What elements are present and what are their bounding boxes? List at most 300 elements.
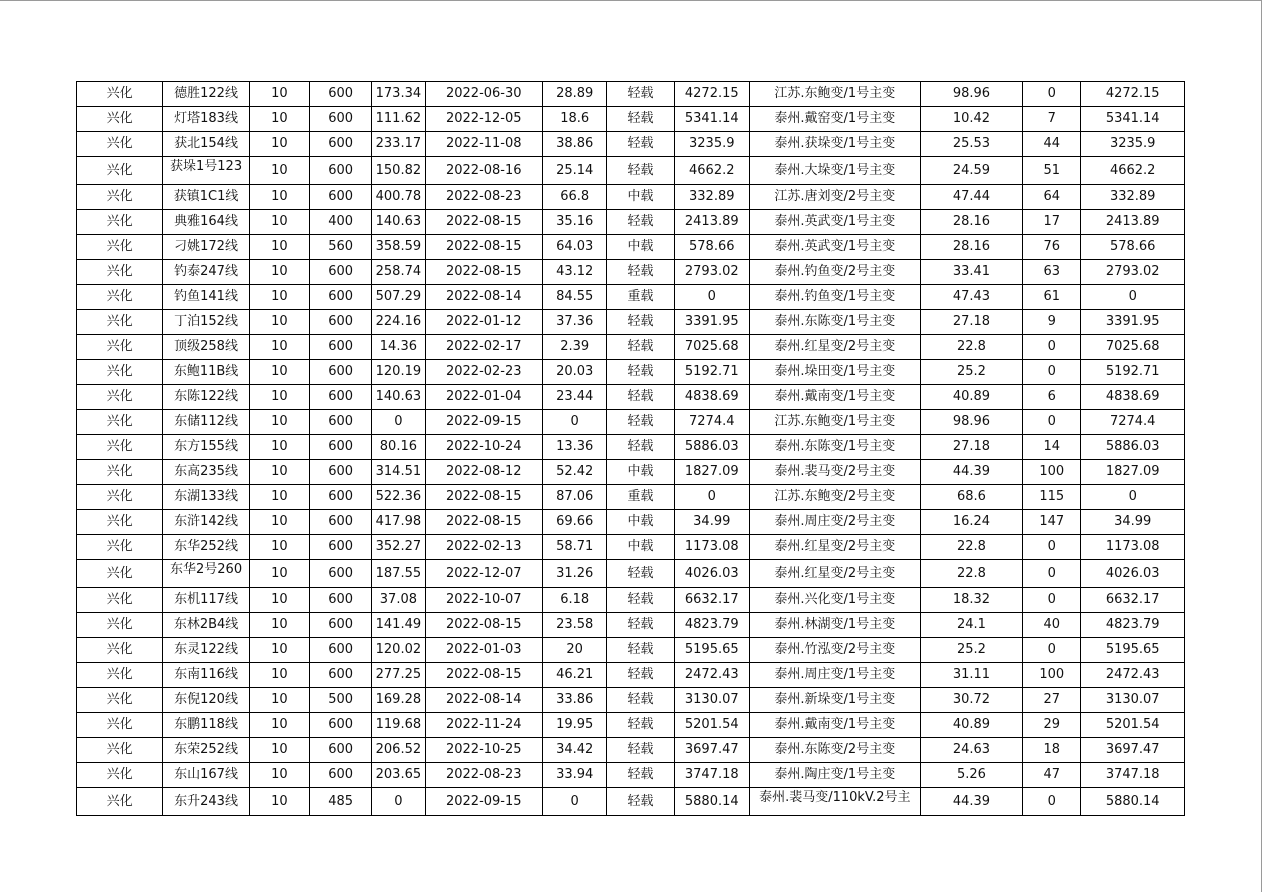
table-cell: 泰州.东陈变/1号主变	[749, 435, 920, 460]
table-cell: 10	[249, 360, 309, 385]
table-cell: 泰州.钓鱼变/1号主变	[749, 285, 920, 310]
table-cell: 600	[310, 535, 372, 560]
table-cell: 5880.14	[1081, 788, 1185, 816]
table-cell: 150.82	[372, 157, 425, 185]
table-cell: 泰州.东陈变/1号主变	[749, 310, 920, 335]
table-cell: 轻载	[607, 435, 674, 460]
table-cell: 0	[674, 485, 749, 510]
table-cell: 600	[310, 310, 372, 335]
table-cell: 173.34	[372, 82, 425, 107]
table-cell: 德胜122线	[163, 82, 249, 107]
table-cell: 22.8	[920, 535, 1022, 560]
table-cell: 7274.4	[674, 410, 749, 435]
table-row	[77, 310, 1185, 335]
table-cell: 14.36	[372, 335, 425, 360]
table-cell: 轻载	[607, 638, 674, 663]
table-cell: 119.68	[372, 713, 425, 738]
table-cell: 600	[310, 360, 372, 385]
table-cell: 2022-12-05	[425, 107, 543, 132]
table-cell: 2022-08-23	[425, 763, 543, 788]
table-cell: 中载	[607, 185, 674, 210]
table-cell: 358.59	[372, 235, 425, 260]
table-cell: 2022-08-23	[425, 185, 543, 210]
table-cell: 2022-08-14	[425, 285, 543, 310]
table-cell: 钓泰247线	[163, 260, 249, 285]
table-cell: 87.06	[543, 485, 607, 510]
table-cell: 兴化	[77, 132, 163, 157]
table-cell: 10	[249, 535, 309, 560]
table-cell: 10	[249, 82, 309, 107]
table-cell: 3130.07	[674, 688, 749, 713]
table-cell: 2022-08-15	[425, 510, 543, 535]
table-cell: 68.6	[920, 485, 1022, 510]
table-cell: 2022-08-16	[425, 157, 543, 185]
table-row	[77, 107, 1185, 132]
table-cell: 47.43	[920, 285, 1022, 310]
table-cell: 轻载	[607, 410, 674, 435]
table-cell: 98.96	[920, 410, 1022, 435]
table-cell: 34.99	[1081, 510, 1185, 535]
table-cell: 600	[310, 285, 372, 310]
table-cell: 东林2B4线	[163, 613, 249, 638]
table-cell: 40.89	[920, 385, 1022, 410]
table-cell: 0	[1023, 638, 1081, 663]
table-row	[77, 285, 1185, 310]
table-cell: 兴化	[77, 613, 163, 638]
table-cell: 4662.2	[674, 157, 749, 185]
table-cell: 10	[249, 185, 309, 210]
table-cell: 10	[249, 210, 309, 235]
table-cell: 3697.47	[1081, 738, 1185, 763]
table-cell: 6.18	[543, 588, 607, 613]
table-cell: 5201.54	[674, 713, 749, 738]
table-cell: 轻载	[607, 107, 674, 132]
table-cell: 东湖133线	[163, 485, 249, 510]
table-cell: 600	[310, 107, 372, 132]
table-cell: 兴化	[77, 285, 163, 310]
table-row	[77, 588, 1185, 613]
table-cell: 2022-08-15	[425, 613, 543, 638]
table-cell: 2472.43	[674, 663, 749, 688]
table-cell: 63	[1023, 260, 1081, 285]
table-cell: 泰州.戴南变/1号主变	[749, 713, 920, 738]
table-cell: 中载	[607, 235, 674, 260]
table-cell: 10	[249, 738, 309, 763]
table-row	[77, 260, 1185, 285]
table-cell: 泰州.陶庄变/1号主变	[749, 763, 920, 788]
table-cell: 兴化	[77, 260, 163, 285]
table-cell: 600	[310, 157, 372, 185]
table-cell: 泰州.兴化变/1号主变	[749, 588, 920, 613]
table-cell: 61	[1023, 285, 1081, 310]
table-cell: 10	[249, 788, 309, 816]
table-cell: 1173.08	[1081, 535, 1185, 560]
table-cell: 2022-01-03	[425, 638, 543, 663]
table-cell: 0	[372, 788, 425, 816]
table-cell: 43.12	[543, 260, 607, 285]
table-cell: 中载	[607, 535, 674, 560]
table-cell: 140.63	[372, 210, 425, 235]
table-cell: 5195.65	[674, 638, 749, 663]
table-row	[77, 360, 1185, 385]
table-cell: 东灵122线	[163, 638, 249, 663]
table-cell: 泰州.裴马变/2号主变	[749, 460, 920, 485]
table-cell: 485	[310, 788, 372, 816]
table-cell: 25.53	[920, 132, 1022, 157]
table-cell: 98.96	[920, 82, 1022, 107]
table-cell: 206.52	[372, 738, 425, 763]
table-cell: 10	[249, 385, 309, 410]
table-row	[77, 688, 1185, 713]
table-cell: 120.02	[372, 638, 425, 663]
table-cell: 2022-02-23	[425, 360, 543, 385]
table-cell: 10	[249, 335, 309, 360]
table-cell: 22.8	[920, 560, 1022, 588]
table-cell: 3235.9	[674, 132, 749, 157]
table-cell: 40.89	[920, 713, 1022, 738]
table-cell: 600	[310, 763, 372, 788]
table-cell: 10	[249, 132, 309, 157]
table-cell: 0	[1023, 360, 1081, 385]
table-cell: 47.44	[920, 185, 1022, 210]
table-cell: 5.26	[920, 763, 1022, 788]
table-cell: 13.36	[543, 435, 607, 460]
table-cell: 2022-08-14	[425, 688, 543, 713]
table-cell: 兴化	[77, 560, 163, 588]
table-cell: 泰州.英武变/1号主变	[749, 210, 920, 235]
table-cell: 10	[249, 435, 309, 460]
table-cell: 兴化	[77, 107, 163, 132]
table-cell: 0	[1023, 410, 1081, 435]
table-cell: 4026.03	[674, 560, 749, 588]
table-cell: 10	[249, 613, 309, 638]
table-cell: 4838.69	[674, 385, 749, 410]
table-cell: 3697.47	[674, 738, 749, 763]
table-cell: 泰州.裴马变/110kV.2号主	[749, 788, 920, 816]
table-cell: 25.2	[920, 360, 1022, 385]
table-cell: 2793.02	[674, 260, 749, 285]
table-cell: 2413.89	[674, 210, 749, 235]
table-cell: 10	[249, 763, 309, 788]
table-cell: 2022-08-12	[425, 460, 543, 485]
table-cell: 江苏.唐刘变/2号主变	[749, 185, 920, 210]
table-cell: 25.2	[920, 638, 1022, 663]
table-cell: 44.39	[920, 788, 1022, 816]
table-cell: 17	[1023, 210, 1081, 235]
table-cell: 2793.02	[1081, 260, 1185, 285]
table-cell: 2022-10-07	[425, 588, 543, 613]
table-cell: 24.1	[920, 613, 1022, 638]
table-cell: 600	[310, 260, 372, 285]
table-cell: 80.16	[372, 435, 425, 460]
table-cell: 刁姚172线	[163, 235, 249, 260]
table-cell: 10	[249, 638, 309, 663]
table-cell: 3130.07	[1081, 688, 1185, 713]
table-row	[77, 335, 1185, 360]
table-cell: 2022-10-24	[425, 435, 543, 460]
table-cell: 600	[310, 485, 372, 510]
table-cell: 5341.14	[674, 107, 749, 132]
table-cell: 泰州.周庄变/2号主变	[749, 510, 920, 535]
table-cell: 84.55	[543, 285, 607, 310]
table-cell: 兴化	[77, 210, 163, 235]
table-cell: 轻载	[607, 663, 674, 688]
table-cell: 轻载	[607, 335, 674, 360]
table-cell: 578.66	[1081, 235, 1185, 260]
table-cell: 东荣252线	[163, 738, 249, 763]
table-cell: 33.86	[543, 688, 607, 713]
table-cell: 20.03	[543, 360, 607, 385]
table-cell: 泰州.新垛变/1号主变	[749, 688, 920, 713]
table-cell: 丁泊152线	[163, 310, 249, 335]
table-cell: 获镇1C1线	[163, 185, 249, 210]
table-cell: 泰州.东陈变/2号主变	[749, 738, 920, 763]
table-cell: 10	[249, 410, 309, 435]
table-cell: 东南116线	[163, 663, 249, 688]
table-cell: 2.39	[543, 335, 607, 360]
table-cell: 76	[1023, 235, 1081, 260]
table-cell: 120.19	[372, 360, 425, 385]
table-cell: 兴化	[77, 410, 163, 435]
table-cell: 江苏.东鲍变/1号主变	[749, 82, 920, 107]
table-cell: 20	[543, 638, 607, 663]
table-cell: 34.99	[674, 510, 749, 535]
table-cell: 18	[1023, 738, 1081, 763]
table-cell: 泰州.垛田变/1号主变	[749, 360, 920, 385]
table-cell: 111.62	[372, 107, 425, 132]
table-row	[77, 460, 1185, 485]
table-cell: 2022-12-07	[425, 560, 543, 588]
table-cell: 4272.15	[674, 82, 749, 107]
table-cell: 5886.03	[674, 435, 749, 460]
table-cell: 5195.65	[1081, 638, 1185, 663]
table-cell: 7025.68	[1081, 335, 1185, 360]
table-cell: 3391.95	[1081, 310, 1185, 335]
table-cell: 69.66	[543, 510, 607, 535]
table-cell: 轻载	[607, 788, 674, 816]
table-cell: 2022-10-25	[425, 738, 543, 763]
table-cell: 58.71	[543, 535, 607, 560]
table-cell: 2413.89	[1081, 210, 1185, 235]
table-cell: 600	[310, 638, 372, 663]
table-row	[77, 157, 1185, 185]
table-cell: 7274.4	[1081, 410, 1185, 435]
table-cell: 重载	[607, 285, 674, 310]
table-cell: 东华2号260	[163, 560, 249, 588]
table-cell: 0	[1023, 82, 1081, 107]
table-cell: 2022-08-15	[425, 260, 543, 285]
table-cell: 兴化	[77, 435, 163, 460]
table-cell: 1173.08	[674, 535, 749, 560]
table-cell: 典雅164线	[163, 210, 249, 235]
table-cell: 37.36	[543, 310, 607, 335]
table-cell: 52.42	[543, 460, 607, 485]
table-row	[77, 738, 1185, 763]
table-cell: 224.16	[372, 310, 425, 335]
table-cell: 1827.09	[1081, 460, 1185, 485]
table-cell: 23.58	[543, 613, 607, 638]
table-cell: 2022-11-24	[425, 713, 543, 738]
table-row	[77, 410, 1185, 435]
table-cell: 东倪120线	[163, 688, 249, 713]
table-cell: 400.78	[372, 185, 425, 210]
table-cell: 轻载	[607, 763, 674, 788]
table-cell: 600	[310, 435, 372, 460]
table-cell: 25.14	[543, 157, 607, 185]
table-row	[77, 435, 1185, 460]
table-row	[77, 663, 1185, 688]
table-cell: 37.08	[372, 588, 425, 613]
table-cell: 重载	[607, 485, 674, 510]
table-row	[77, 235, 1185, 260]
table-cell: 东鲍11B线	[163, 360, 249, 385]
table-cell: 1827.09	[674, 460, 749, 485]
table-cell: 600	[310, 738, 372, 763]
table-cell: 0	[543, 788, 607, 816]
table-cell: 4823.79	[1081, 613, 1185, 638]
table-cell: 兴化	[77, 738, 163, 763]
table-cell: 轻载	[607, 385, 674, 410]
table-cell: 5886.03	[1081, 435, 1185, 460]
table-cell: 0	[543, 410, 607, 435]
table-cell: 10	[249, 285, 309, 310]
table-cell: 江苏.东鲍变/1号主变	[749, 410, 920, 435]
table-cell: 泰州.竹泓变/2号主变	[749, 638, 920, 663]
table-cell: 东华252线	[163, 535, 249, 560]
table-cell: 27.18	[920, 310, 1022, 335]
table-cell: 10	[249, 310, 309, 335]
table-cell: 10	[249, 713, 309, 738]
table-cell: 64	[1023, 185, 1081, 210]
table-cell: 10	[249, 588, 309, 613]
table-cell: 600	[310, 560, 372, 588]
table-cell: 4838.69	[1081, 385, 1185, 410]
table-cell: 9	[1023, 310, 1081, 335]
table-cell: 10	[249, 663, 309, 688]
table-cell: 600	[310, 663, 372, 688]
table-cell: 38.86	[543, 132, 607, 157]
table-cell: 轻载	[607, 613, 674, 638]
table-cell: 10	[249, 260, 309, 285]
table-cell: 18.6	[543, 107, 607, 132]
table-cell: 27.18	[920, 435, 1022, 460]
table-cell: 轻载	[607, 713, 674, 738]
table-cell: 352.27	[372, 535, 425, 560]
table-cell: 兴化	[77, 310, 163, 335]
table-cell: 7	[1023, 107, 1081, 132]
table-cell: 29	[1023, 713, 1081, 738]
table-cell: 10	[249, 460, 309, 485]
table-cell: 轻载	[607, 588, 674, 613]
table-cell: 2022-08-15	[425, 663, 543, 688]
table-cell: 30.72	[920, 688, 1022, 713]
table-cell: 28.16	[920, 210, 1022, 235]
table-cell: 24.59	[920, 157, 1022, 185]
table-cell: 51	[1023, 157, 1081, 185]
table-cell: 2022-02-17	[425, 335, 543, 360]
table-cell: 5201.54	[1081, 713, 1185, 738]
table-cell: 33.94	[543, 763, 607, 788]
table-cell: 中载	[607, 460, 674, 485]
table-cell: 31.26	[543, 560, 607, 588]
table-cell: 泰州.钓鱼变/2号主变	[749, 260, 920, 285]
table-cell: 0	[1023, 788, 1081, 816]
table-cell: 417.98	[372, 510, 425, 535]
table-cell: 258.74	[372, 260, 425, 285]
table-cell: 140.63	[372, 385, 425, 410]
table-cell: 24.63	[920, 738, 1022, 763]
table-cell: 东升243线	[163, 788, 249, 816]
table-cell: 5192.71	[1081, 360, 1185, 385]
table-cell: 600	[310, 82, 372, 107]
table-cell: 4662.2	[1081, 157, 1185, 185]
table-cell: 泰州.获垛变/1号主变	[749, 132, 920, 157]
table-cell: 16.24	[920, 510, 1022, 535]
table-cell: 10	[249, 157, 309, 185]
table-cell: 2022-09-15	[425, 788, 543, 816]
table-cell: 10	[249, 235, 309, 260]
table-cell: 东山167线	[163, 763, 249, 788]
table-cell: 0	[1023, 335, 1081, 360]
table-cell: 2472.43	[1081, 663, 1185, 688]
table-cell: 600	[310, 613, 372, 638]
table-cell: 27	[1023, 688, 1081, 713]
table-row	[77, 82, 1185, 107]
table-cell: 141.49	[372, 613, 425, 638]
table-cell: 兴化	[77, 360, 163, 385]
table-cell: 10.42	[920, 107, 1022, 132]
table-cell: 钓鱼141线	[163, 285, 249, 310]
table-cell: 兴化	[77, 485, 163, 510]
table-cell: 兴化	[77, 713, 163, 738]
table-cell: 400	[310, 210, 372, 235]
table-cell: 560	[310, 235, 372, 260]
table-cell: 600	[310, 335, 372, 360]
table-cell: 0	[1023, 560, 1081, 588]
table-cell: 3235.9	[1081, 132, 1185, 157]
table-cell: 500	[310, 688, 372, 713]
table-cell: 0	[674, 285, 749, 310]
table-cell: 轻载	[607, 738, 674, 763]
table-cell: 600	[310, 713, 372, 738]
table-cell: 0	[372, 410, 425, 435]
table-cell: 100	[1023, 663, 1081, 688]
table-cell: 35.16	[543, 210, 607, 235]
table-row	[77, 713, 1185, 738]
table-cell: 轻载	[607, 688, 674, 713]
table-cell: 泰州.英武变/1号主变	[749, 235, 920, 260]
table-cell: 3747.18	[674, 763, 749, 788]
table-cell: 10	[249, 560, 309, 588]
table-cell: 泰州.戴南变/1号主变	[749, 385, 920, 410]
table-cell: 兴化	[77, 588, 163, 613]
table-cell: 5192.71	[674, 360, 749, 385]
table-cell: 兴化	[77, 535, 163, 560]
table-cell: 3747.18	[1081, 763, 1185, 788]
table-cell: 14	[1023, 435, 1081, 460]
table-cell: 轻载	[607, 157, 674, 185]
table-cell: 66.8	[543, 185, 607, 210]
table-cell: 0	[1023, 535, 1081, 560]
table-cell: 600	[310, 132, 372, 157]
table-cell: 兴化	[77, 235, 163, 260]
table-row	[77, 535, 1185, 560]
table-cell: 600	[310, 410, 372, 435]
table-cell: 中载	[607, 510, 674, 535]
table-cell: 33.41	[920, 260, 1022, 285]
table-cell: 兴化	[77, 385, 163, 410]
table-cell: 东高235线	[163, 460, 249, 485]
